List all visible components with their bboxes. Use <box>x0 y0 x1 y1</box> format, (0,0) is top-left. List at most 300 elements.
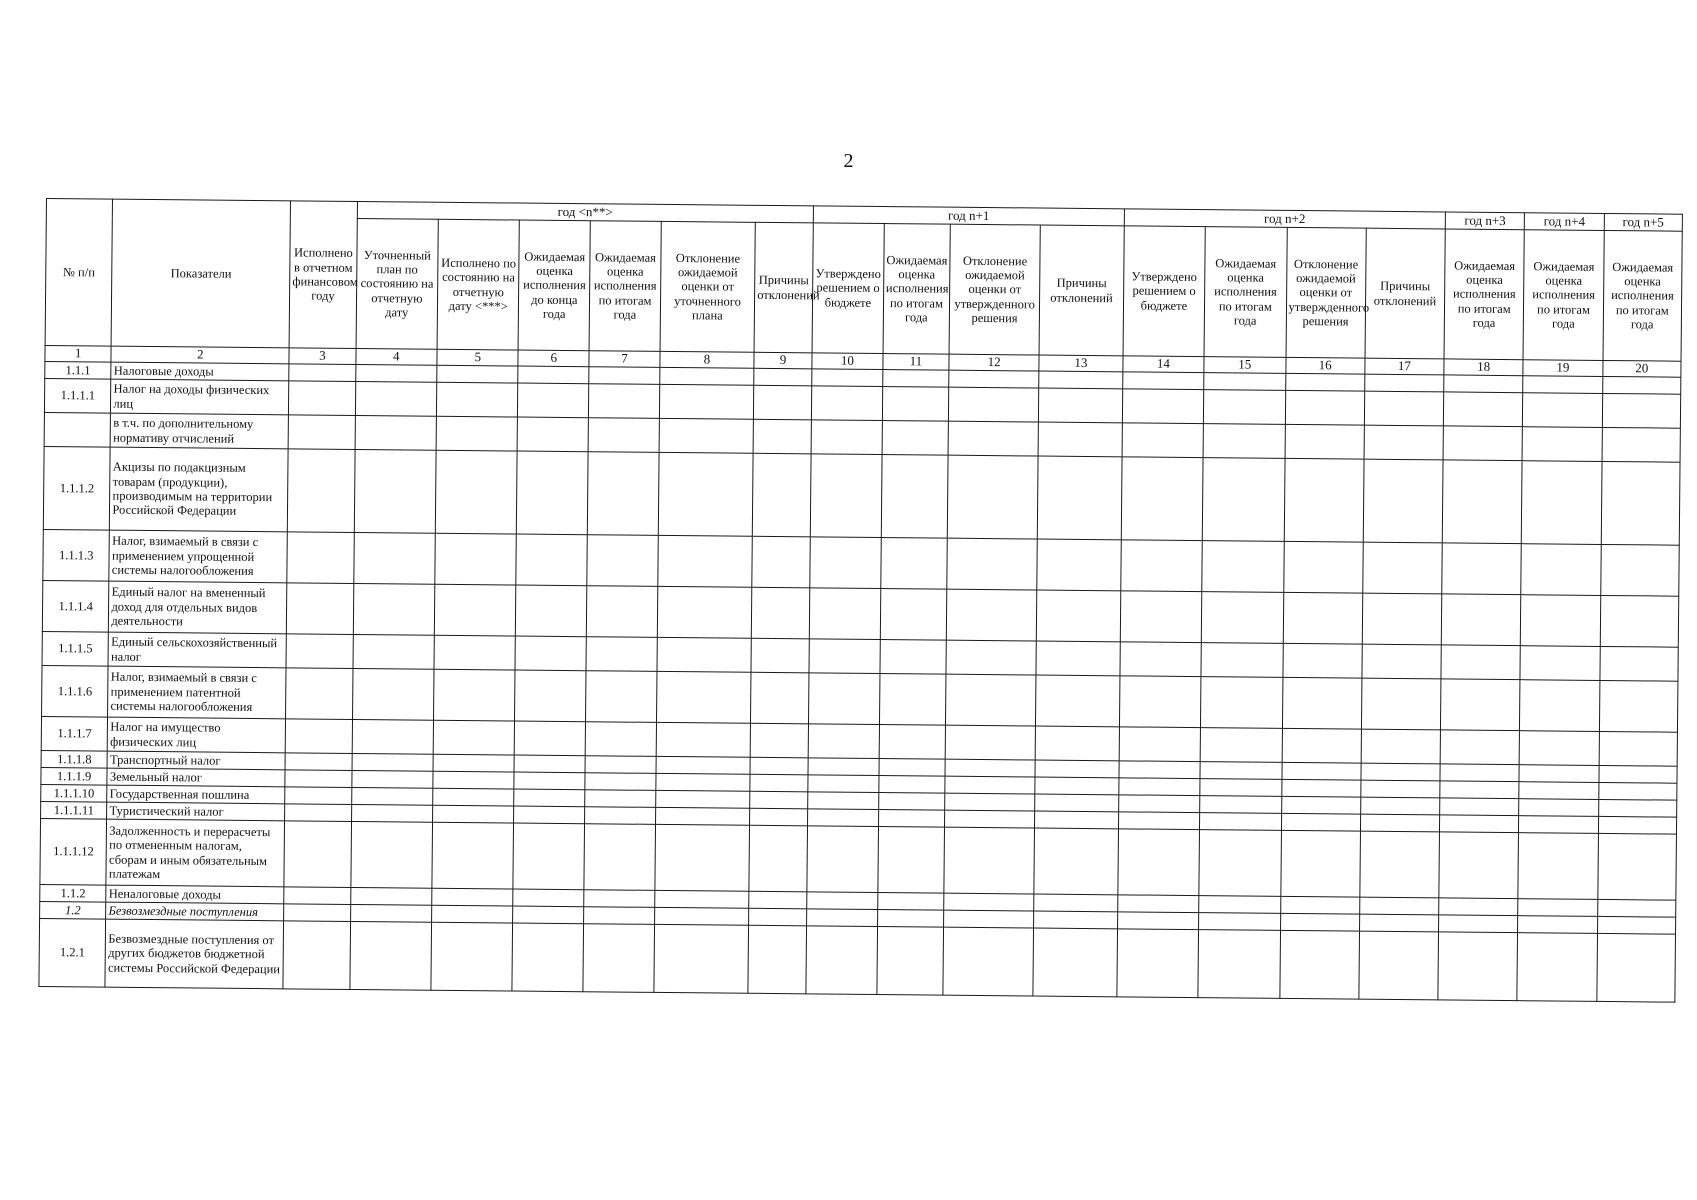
value-cell-col-8 <box>660 367 754 385</box>
row-indicator-name: Земельный налог <box>107 768 285 787</box>
value-cell-col-4 <box>353 583 435 635</box>
value-cell-col-4 <box>350 904 432 922</box>
value-cell-col-7 <box>588 418 659 453</box>
value-cell-col-3 <box>285 770 352 788</box>
value-cell-col-4 <box>352 668 434 720</box>
value-cell-col-5 <box>433 720 515 755</box>
value-cell-col-14 <box>1119 727 1201 762</box>
value-cell-col-11 <box>882 421 949 456</box>
value-cell-col-14 <box>1122 389 1204 424</box>
value-cell-col-12 <box>944 910 1034 928</box>
value-cell-col-10 <box>809 639 880 674</box>
row-code: 1.1.1.5 <box>42 631 109 666</box>
value-cell-col-7 <box>589 384 660 419</box>
value-cell-col-16 <box>1280 913 1359 931</box>
value-cell-col-17 <box>1361 729 1441 764</box>
value-cell-col-4 <box>353 634 435 669</box>
column-number-cell: 20 <box>1602 360 1681 377</box>
value-cell-col-19 <box>1520 680 1600 732</box>
value-cell-col-11 <box>881 455 948 539</box>
value-cell-col-19 <box>1518 916 1597 934</box>
group-header-year-n4: год n+4 <box>1525 213 1604 231</box>
value-cell-col-20 <box>1598 816 1677 834</box>
value-cell-col-10 <box>808 775 879 793</box>
value-cell-col-19 <box>1521 544 1601 596</box>
value-cell-col-6 <box>518 366 589 384</box>
value-cell-col-11 <box>882 370 949 388</box>
column-number-cell: 17 <box>1365 358 1444 375</box>
value-cell-col-4 <box>351 804 433 822</box>
value-cell-col-13 <box>1035 777 1119 795</box>
value-cell-col-11 <box>878 810 945 828</box>
value-cell-col-15 <box>1204 373 1286 391</box>
value-cell-col-16 <box>1281 813 1360 831</box>
value-cell-col-14 <box>1120 591 1202 643</box>
value-cell-col-20 <box>1598 799 1677 817</box>
value-cell-col-15 <box>1199 830 1281 897</box>
row-indicator-name: Безвозмездные поступления <box>106 902 284 921</box>
value-cell-col-20 <box>1602 376 1681 394</box>
group-header-year-n3: год n+3 <box>1445 212 1524 230</box>
value-cell-col-15 <box>1199 896 1281 914</box>
value-cell-col-19 <box>1523 393 1603 428</box>
value-cell-col-16 <box>1282 643 1362 678</box>
value-cell-col-7 <box>585 790 656 808</box>
value-cell-col-8 <box>656 756 750 774</box>
col-header-13: Причины отклонений <box>1039 225 1124 356</box>
value-cell-col-17 <box>1365 374 1444 392</box>
value-cell-col-3 <box>284 887 351 905</box>
value-cell-col-12 <box>945 793 1035 811</box>
value-cell-col-11 <box>877 910 944 928</box>
value-cell-col-12 <box>945 759 1035 777</box>
value-cell-col-8 <box>657 586 752 638</box>
value-cell-col-17 <box>1361 780 1440 798</box>
value-cell-col-8 <box>656 671 751 723</box>
value-cell-col-6 <box>514 806 585 824</box>
row-code: 1.1.1.1 <box>44 378 111 413</box>
value-cell-col-9 <box>750 808 808 826</box>
value-cell-col-12 <box>947 538 1037 590</box>
value-cell-col-14 <box>1119 761 1201 779</box>
value-cell-col-13 <box>1035 811 1119 829</box>
value-cell-col-5 <box>434 635 516 670</box>
row-indicator-name: Государственная пошлина <box>107 785 285 804</box>
value-cell-col-18 <box>1438 932 1518 1001</box>
value-cell-col-12 <box>946 589 1036 641</box>
value-cell-col-13 <box>1038 422 1122 457</box>
col-header-15: Ожидаемая оценка исполнения по итогам года <box>1204 227 1287 358</box>
value-cell-col-15 <box>1201 592 1283 644</box>
value-cell-col-13 <box>1036 675 1120 727</box>
value-cell-col-18 <box>1440 798 1519 816</box>
value-cell-col-3 <box>287 532 354 584</box>
value-cell-col-14 <box>1118 829 1200 896</box>
value-cell-col-5 <box>434 669 516 721</box>
value-cell-col-16 <box>1281 796 1360 814</box>
value-cell-col-19 <box>1519 731 1599 766</box>
value-cell-col-11 <box>878 793 945 811</box>
col-header-9: Причины отклонений <box>754 222 813 353</box>
value-cell-col-14 <box>1120 642 1202 677</box>
value-cell-col-13 <box>1036 590 1120 642</box>
column-number-cell: 13 <box>1039 355 1123 372</box>
row-code <box>44 412 111 447</box>
value-cell-col-8 <box>659 418 754 453</box>
value-cell-col-14 <box>1119 778 1201 796</box>
value-cell-col-6 <box>518 417 589 452</box>
value-cell-col-7 <box>583 924 654 993</box>
row-indicator-name: в т.ч. по дополнительному нормативу отчислений <box>111 413 289 449</box>
value-cell-col-8 <box>658 452 753 536</box>
value-cell-col-17 <box>1362 644 1442 679</box>
value-cell-col-7 <box>585 722 656 757</box>
column-number-cell: 10 <box>812 353 883 370</box>
value-cell-col-12 <box>946 674 1036 726</box>
value-cell-col-8 <box>656 722 751 757</box>
value-cell-col-6 <box>518 383 589 418</box>
value-cell-col-6 <box>515 721 586 756</box>
column-number-cell: 12 <box>949 354 1039 371</box>
value-cell-col-12 <box>944 893 1034 911</box>
row-code: 1.1.1.6 <box>42 665 109 717</box>
value-cell-col-9 <box>749 908 807 926</box>
value-cell-col-13 <box>1034 894 1118 912</box>
value-cell-col-14 <box>1121 457 1203 541</box>
value-cell-col-11 <box>877 927 944 996</box>
row-indicator-name: Транспортный налог <box>107 751 285 770</box>
value-cell-col-16 <box>1280 830 1360 897</box>
column-number-cell: 3 <box>289 348 356 365</box>
value-cell-col-12 <box>949 387 1039 422</box>
value-cell-col-15 <box>1201 643 1283 678</box>
value-cell-col-17 <box>1359 914 1438 932</box>
value-cell-col-20 <box>1598 782 1677 800</box>
value-cell-col-15 <box>1198 930 1280 999</box>
value-cell-col-8 <box>654 907 748 925</box>
value-cell-col-5 <box>433 771 515 789</box>
column-number-cell: 8 <box>660 351 754 368</box>
value-cell-col-6 <box>514 789 585 807</box>
value-cell-col-14 <box>1118 812 1200 830</box>
value-cell-col-11 <box>879 759 946 777</box>
value-cell-col-19 <box>1518 899 1597 917</box>
column-number-cell: 9 <box>754 352 812 369</box>
value-cell-col-15 <box>1204 390 1286 425</box>
value-cell-col-16 <box>1282 677 1362 729</box>
value-cell-col-18 <box>1443 392 1523 427</box>
value-cell-col-7 <box>585 807 656 825</box>
row-indicator-name: Единый сельскохозяйственный налог <box>108 632 286 668</box>
row-indicator-name: Налоговые доходы <box>111 362 289 381</box>
col-header-indicators: Показатели <box>111 199 290 348</box>
value-cell-col-18 <box>1444 375 1523 393</box>
value-cell-col-18 <box>1441 679 1521 731</box>
value-cell-col-3 <box>285 804 352 822</box>
row-indicator-name: Акцизы по подакцизным товарам (продукции), производимым на территории Российской Федерации <box>110 447 289 532</box>
value-cell-col-7 <box>584 907 655 925</box>
value-cell-col-6 <box>517 451 588 535</box>
value-cell-col-10 <box>812 369 883 387</box>
column-number-cell: 11 <box>883 354 950 371</box>
value-cell-col-3 <box>286 634 353 669</box>
value-cell-col-4 <box>350 887 432 905</box>
value-cell-col-5 <box>435 450 517 534</box>
value-cell-col-9 <box>748 925 807 994</box>
value-cell-col-10 <box>806 926 877 995</box>
group-header-year-n2: год n+2 <box>1124 209 1446 229</box>
value-cell-col-5 <box>437 365 519 383</box>
value-cell-col-5 <box>431 922 513 991</box>
col-header-4: Уточненный план по состоянию на отчетную дату <box>356 218 439 349</box>
row-indicator-name: Неналоговые доходы <box>106 885 284 904</box>
row-code: 1.1.2 <box>40 884 107 902</box>
row-indicator-name: Задолженность и перерасчеты по отмененным налогам, сборам и иным обязательным платежам <box>106 819 284 887</box>
value-cell-col-3 <box>284 821 351 888</box>
value-cell-col-13 <box>1037 539 1121 591</box>
value-cell-col-13 <box>1034 828 1118 895</box>
value-cell-col-16 <box>1284 458 1364 542</box>
column-number-cell: 6 <box>518 350 589 367</box>
value-cell-col-15 <box>1200 813 1282 831</box>
value-cell-col-4 <box>354 449 436 533</box>
column-number-cell: 16 <box>1285 357 1364 374</box>
value-cell-col-16 <box>1280 896 1359 914</box>
value-cell-col-13 <box>1039 371 1123 389</box>
column-number-cell: 14 <box>1123 356 1205 373</box>
row-code: 1.2.1 <box>39 918 106 987</box>
value-cell-col-3 <box>289 364 356 382</box>
value-cell-col-20 <box>1600 646 1679 681</box>
value-cell-col-16 <box>1283 541 1363 593</box>
value-cell-col-18 <box>1439 898 1518 916</box>
value-cell-col-10 <box>808 758 879 776</box>
value-cell-col-12 <box>948 421 1038 456</box>
col-header-7: Ожидаемая оценка исполнения по итогам года <box>589 221 661 352</box>
value-cell-col-13 <box>1035 794 1119 812</box>
group-header-year-n1: год n+1 <box>813 206 1124 226</box>
row-code: 1.1.1.9 <box>41 767 108 785</box>
value-cell-col-20 <box>1597 899 1676 917</box>
value-cell-col-19 <box>1519 782 1598 800</box>
value-cell-col-20 <box>1599 765 1678 783</box>
value-cell-col-20 <box>1599 731 1678 766</box>
value-cell-col-11 <box>879 674 946 726</box>
value-cell-col-15 <box>1200 762 1282 780</box>
value-cell-col-17 <box>1364 391 1444 426</box>
row-indicator-name: Единый налог на вмененный доход для отдельных видов деятельности <box>109 581 287 634</box>
value-cell-col-16 <box>1279 930 1359 999</box>
col-header-8: Отклонение ожидаемой оценки от уточненного плана <box>660 221 756 352</box>
value-cell-col-10 <box>809 588 880 640</box>
value-cell-col-9 <box>754 385 812 420</box>
budget-table-sheet <box>38 198 1682 1003</box>
column-number-cell: 15 <box>1204 357 1286 374</box>
value-cell-col-17 <box>1363 542 1443 594</box>
value-cell-col-9 <box>754 368 812 386</box>
value-cell-col-14 <box>1122 423 1204 458</box>
column-number-cell: 7 <box>589 351 660 368</box>
row-code: 1.1.1 <box>45 361 112 379</box>
value-cell-col-4 <box>353 532 435 584</box>
value-cell-col-8 <box>655 890 749 908</box>
value-cell-col-9 <box>751 638 809 673</box>
table-row <box>39 918 1676 1002</box>
value-cell-col-13 <box>1035 726 1119 761</box>
value-cell-col-18 <box>1440 730 1520 765</box>
value-cell-col-8 <box>658 535 753 587</box>
value-cell-col-16 <box>1281 779 1360 797</box>
value-cell-col-3 <box>285 719 352 754</box>
value-cell-col-16 <box>1285 390 1365 425</box>
value-cell-col-13 <box>1036 641 1120 676</box>
value-cell-col-6 <box>515 670 586 722</box>
value-cell-col-17 <box>1359 931 1439 1000</box>
value-cell-col-10 <box>808 724 879 759</box>
value-cell-col-6 <box>514 755 585 773</box>
page-number: 2 <box>843 150 854 172</box>
col-header-20: Ожидаемая оценка исполнения по итогам года <box>1603 230 1683 361</box>
value-cell-col-19 <box>1523 376 1602 394</box>
value-cell-col-15 <box>1203 424 1285 459</box>
value-cell-col-14 <box>1120 540 1202 592</box>
value-cell-col-5 <box>432 822 514 889</box>
value-cell-col-20 <box>1597 916 1676 934</box>
value-cell-col-8 <box>656 773 750 791</box>
row-code: 1.1.1.8 <box>41 750 108 768</box>
value-cell-col-19 <box>1519 765 1598 783</box>
value-cell-col-10 <box>807 826 878 893</box>
row-code: 1.1.1.7 <box>41 716 108 751</box>
value-cell-col-6 <box>512 923 583 992</box>
value-cell-col-7 <box>586 637 657 672</box>
value-cell-col-12 <box>945 776 1035 794</box>
value-cell-col-12 <box>945 725 1035 760</box>
value-cell-col-10 <box>809 673 880 725</box>
value-cell-col-8 <box>659 384 754 419</box>
value-cell-col-4 <box>352 753 434 771</box>
row-code: 1.1.1.2 <box>43 446 110 530</box>
value-cell-col-10 <box>811 420 882 455</box>
value-cell-col-9 <box>750 723 808 758</box>
value-cell-col-10 <box>807 892 878 910</box>
value-cell-col-9 <box>752 536 810 588</box>
value-cell-col-4 <box>351 821 433 888</box>
value-cell-col-12 <box>946 640 1036 675</box>
value-cell-col-19 <box>1520 646 1600 681</box>
value-cell-col-6 <box>513 889 584 907</box>
value-cell-col-12 <box>944 827 1035 894</box>
value-cell-col-18 <box>1441 594 1521 646</box>
value-cell-col-4 <box>352 719 434 754</box>
value-cell-col-11 <box>882 387 949 422</box>
value-cell-col-7 <box>584 890 655 908</box>
value-cell-col-7 <box>586 671 657 723</box>
value-cell-col-18 <box>1440 781 1519 799</box>
value-cell-col-15 <box>1201 677 1283 729</box>
col-header-14: Утверждено решением о бюджете <box>1123 226 1206 357</box>
value-cell-col-8 <box>656 790 750 808</box>
value-cell-col-14 <box>1119 676 1201 728</box>
value-cell-col-3 <box>287 583 354 635</box>
value-cell-col-18 <box>1443 426 1523 461</box>
value-cell-col-17 <box>1360 814 1439 832</box>
col-header-19: Ожидаемая оценка исполнения по итогам года <box>1523 230 1604 361</box>
value-cell-col-8 <box>655 824 750 891</box>
value-cell-col-18 <box>1439 832 1519 899</box>
value-cell-col-6 <box>516 585 587 637</box>
value-cell-col-5 <box>433 805 515 823</box>
value-cell-col-6 <box>513 823 584 890</box>
value-cell-col-20 <box>1596 933 1675 1002</box>
col-header-12: Отклонение ожидаемой оценки от утвержденного решения <box>949 224 1040 355</box>
value-cell-col-3 <box>288 449 355 533</box>
value-cell-col-9 <box>753 419 811 454</box>
value-cell-col-16 <box>1285 373 1364 391</box>
value-cell-col-3 <box>285 787 352 805</box>
column-number-cell: 19 <box>1523 360 1602 377</box>
value-cell-col-20 <box>1600 544 1679 596</box>
value-cell-col-18 <box>1439 915 1518 933</box>
column-number-cell: 18 <box>1444 359 1523 376</box>
value-cell-col-19 <box>1518 833 1598 900</box>
value-cell-col-12 <box>945 810 1035 828</box>
col-header-num: № п/п <box>45 199 113 347</box>
value-cell-col-20 <box>1597 833 1676 900</box>
column-number-cell: 1 <box>45 345 112 362</box>
value-cell-col-20 <box>1601 461 1680 545</box>
value-cell-col-15 <box>1200 796 1282 814</box>
col-header-18: Ожидаемая оценка исполнения по итогам года <box>1444 229 1525 360</box>
value-cell-col-5 <box>436 416 518 451</box>
value-cell-col-4 <box>355 364 437 382</box>
value-cell-col-15 <box>1199 913 1281 931</box>
value-cell-col-9 <box>749 825 808 892</box>
value-cell-col-14 <box>1122 372 1204 390</box>
value-cell-col-14 <box>1118 795 1200 813</box>
value-cell-col-19 <box>1522 461 1602 545</box>
row-code: 1.1.1.10 <box>41 784 108 802</box>
value-cell-col-19 <box>1519 816 1598 834</box>
row-indicator-name: Налог, взимаемый в связи с применением упрощенной системы налогообложения <box>109 530 287 583</box>
column-number-cell: 5 <box>437 349 519 366</box>
value-cell-col-10 <box>807 909 878 927</box>
col-header-3: Исполнено в отчетном финансовом году <box>289 201 357 349</box>
value-cell-col-15 <box>1202 458 1284 542</box>
col-header-10: Утверждено решением о бюджете <box>812 223 884 354</box>
value-cell-col-20 <box>1599 680 1678 732</box>
budget-execution-table <box>38 198 1682 1003</box>
value-cell-col-12 <box>943 927 1034 996</box>
value-cell-col-12 <box>947 455 1038 539</box>
value-cell-col-20 <box>1600 595 1679 647</box>
col-header-16: Отклонение ожидаемой оценки от утвержденного решения <box>1286 227 1367 358</box>
value-cell-col-17 <box>1363 459 1443 543</box>
value-cell-col-7 <box>589 367 660 385</box>
value-cell-col-6 <box>513 906 584 924</box>
col-header-17: Причины отклонений <box>1365 228 1446 359</box>
value-cell-col-11 <box>877 893 944 911</box>
value-cell-col-5 <box>432 888 514 906</box>
value-cell-col-3 <box>284 904 351 922</box>
col-header-6: Ожидаемая оценка исполнения до конца года <box>519 220 591 351</box>
value-cell-col-9 <box>749 891 807 909</box>
value-cell-col-10 <box>808 792 879 810</box>
value-cell-col-6 <box>516 534 587 586</box>
value-cell-col-11 <box>880 589 947 641</box>
row-code: 1.1.1.3 <box>43 529 110 581</box>
row-code: 1.2 <box>40 901 107 919</box>
